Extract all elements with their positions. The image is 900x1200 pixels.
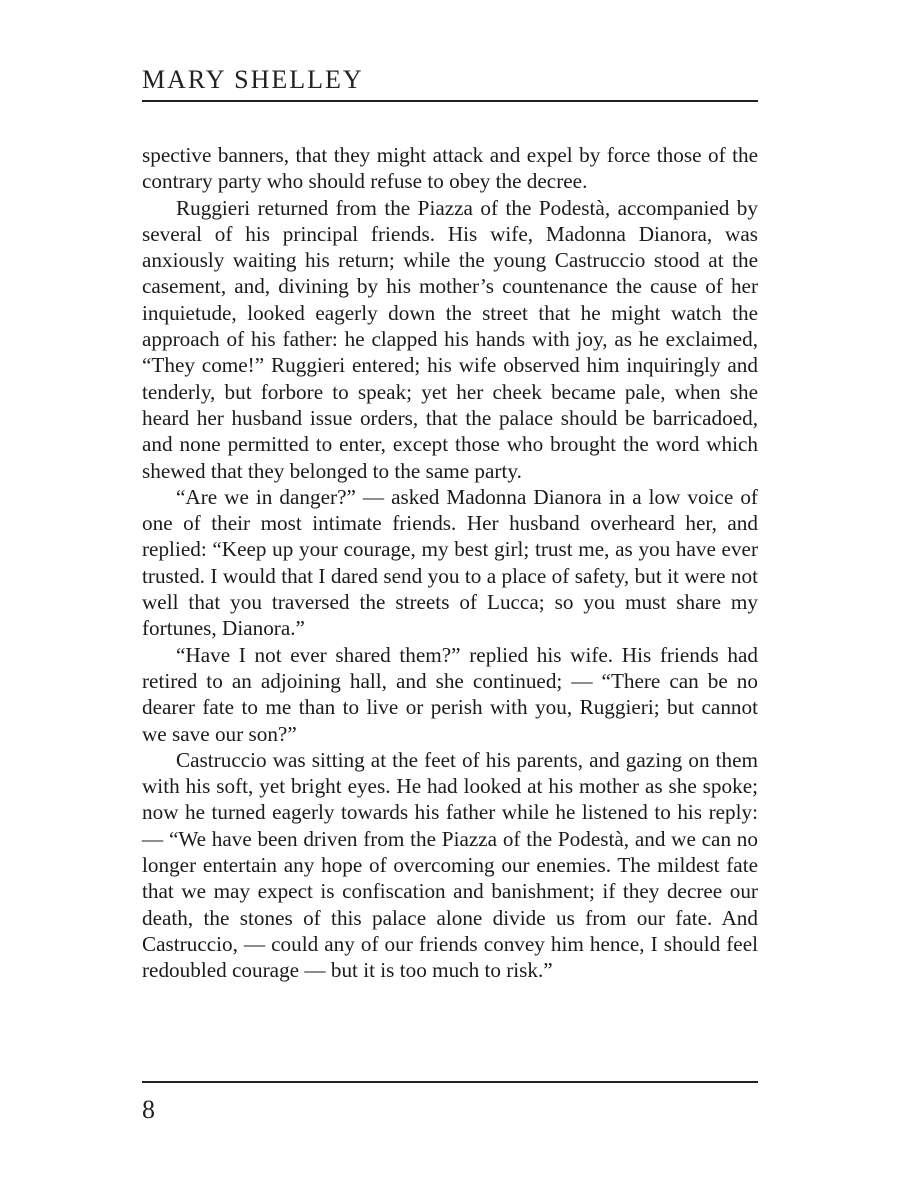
body-text [142,142,758,984]
paragraph: Castruccio was sitting at the feet of his parents, and gazing on them with his soft, yet bright eyes. He had looked at his mother as she spoke; now he turned eagerly towards his father while he listened to his reply: — “We have been driven from the Piazza of the Podestà, and we can no longer entertain any hope of overcoming our enemies. The mildest fate that we may expect is confiscation and banishment; if they decree our death, the stones of this palace alone divide us from our fate. And Castruccio, — could any of our friends convey him hence, I should feel redoubled courage — but it is too much to risk.” [142,747,758,983]
page-number: 8 [142,1095,155,1124]
running-head-author: MARY SHELLEY [142,65,364,94]
footer-rule [142,1081,758,1083]
header-rule [142,100,758,102]
paragraph: “Are we in danger?” — asked Madonna Dianora in a low voice of one of their most intimate friends. Her husband overheard her, and replied: “Keep up your courage, my best girl; trust me, as you have ever trusted. I would that I dared send you to a place of safety, but it were not well that you traversed the streets of Lucca; so you must share my fortunes, Dianora.” [142,484,758,641]
paragraph: “Have I not ever shared them?” replied his wife. His friends had retired to an adjoining hall, and she continued; — “There can be no dearer fate to me than to live or perish with you, Ruggieri; but cannot we save our son?” [142,642,758,746]
paragraph-continued: spective banners, that they might attack and expel by force those of the contrary party who should refuse to obey the decree. [142,143,758,194]
paragraph: Ruggieri returned from the Piazza of the Podestà, accompanied by several of his principal friends. His wife, Madonna Dianora, was anxiously waiting his return; while the young Castruccio stood at the casement, and, divining by his mother’s countenance the cause of her inquietude, looked eagerly down the street that he might watch the approach of his father: he clapped his hands with joy, as he exclaimed, “They come!” Ruggieri entered; his wife observed him inquiringly and tenderly, but forbore to speak; yet her cheek became pale, when she heard her husband issue orders, that the palace should be barricadoed, and none permitted to enter, except those who brought the word which shewed that they belonged to the same party. [142,195,758,483]
